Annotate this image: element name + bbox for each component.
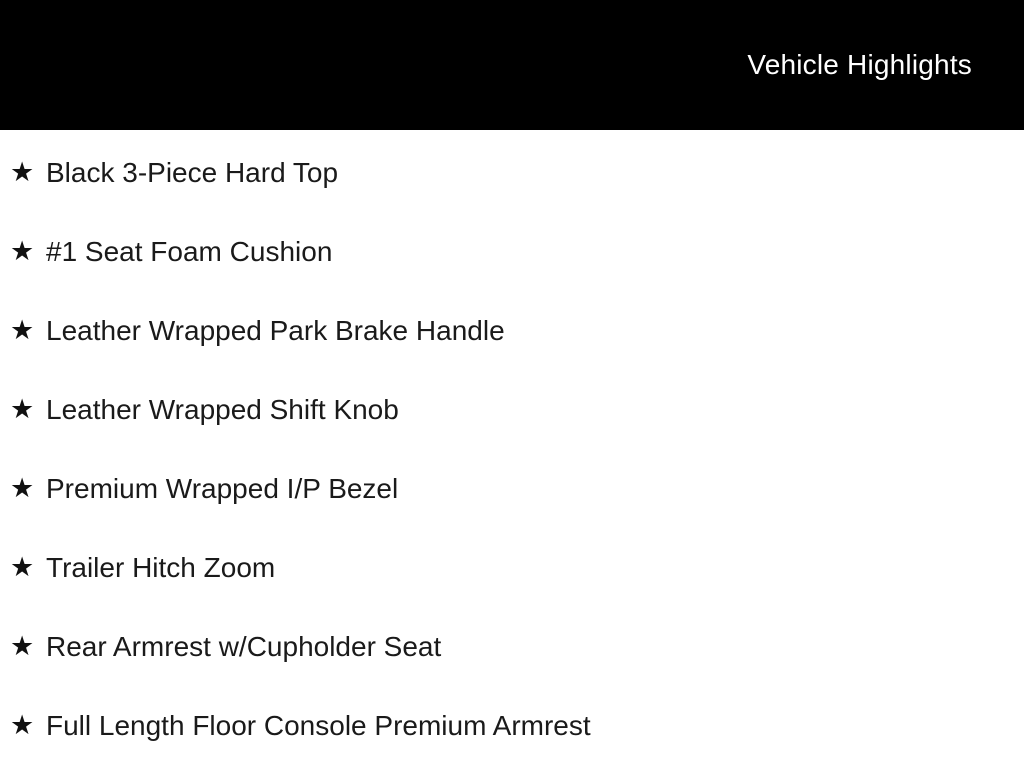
item-label: #1 Seat Foam Cushion: [46, 235, 333, 267]
item-label: Full Length Floor Console Premium Armrest: [46, 709, 591, 741]
item-label: Black 3-Piece Hard Top: [46, 156, 339, 188]
list-item: [10, 686, 1024, 765]
list-item: [10, 370, 1024, 449]
star-icon: ★: [10, 473, 35, 503]
star-icon: ★: [10, 236, 35, 266]
item-label: Leather Wrapped Shift Knob: [46, 393, 399, 425]
list-item: [10, 291, 1024, 370]
page-title: Vehicle Highlights: [747, 49, 972, 80]
item-label: Premium Wrapped I/P Bezel: [46, 472, 399, 504]
star-icon: ★: [10, 552, 35, 582]
header-bar: [0, 0, 1024, 130]
list-item: [10, 528, 1024, 607]
list-item: [10, 607, 1024, 686]
list-item: [10, 212, 1024, 291]
star-icon: ★: [10, 631, 35, 661]
item-label: Trailer Hitch Zoom: [46, 551, 276, 583]
highlights-list: [0, 130, 1024, 765]
list-item: [10, 133, 1024, 212]
item-label: Leather Wrapped Park Brake Handle: [46, 314, 505, 346]
star-icon: ★: [10, 710, 35, 740]
item-label: Rear Armrest w/Cupholder Seat: [46, 630, 442, 662]
star-icon: ★: [10, 315, 35, 345]
star-icon: ★: [10, 157, 35, 187]
star-icon: ★: [10, 394, 35, 424]
list-item: [10, 449, 1024, 528]
